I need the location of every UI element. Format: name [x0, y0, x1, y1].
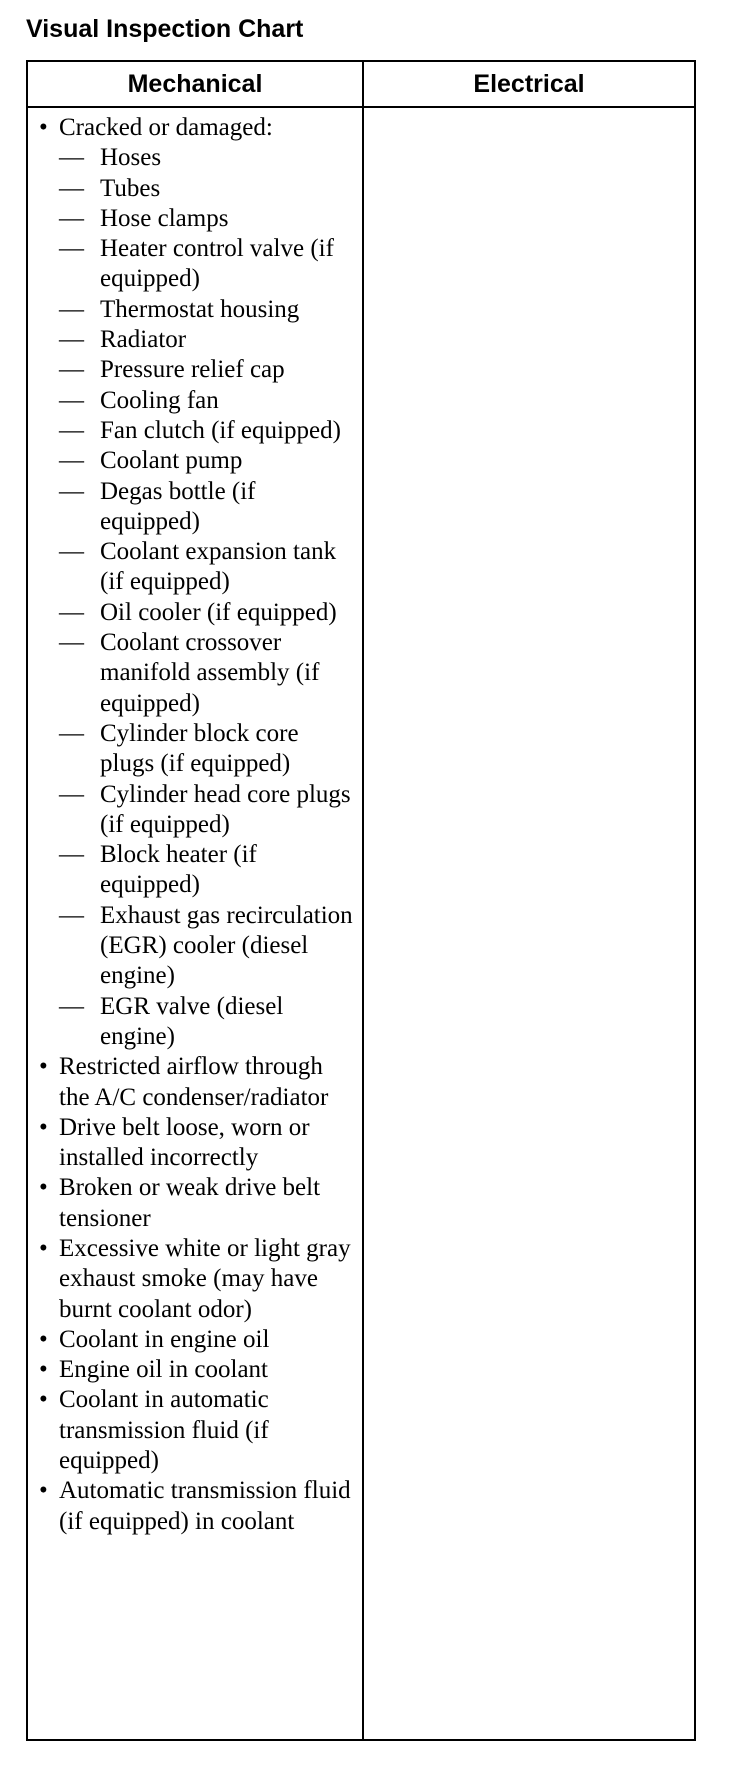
- dash-icon: —: [59, 386, 84, 414]
- dash-icon: —: [59, 144, 84, 172]
- dash-icon: —: [59, 295, 84, 323]
- dash-icon: —: [59, 447, 84, 475]
- mechanical-items-list: [36, 113, 358, 1537]
- mechanical-item-text: Automatic transmission fluid (if equipped) in coolant: [59, 1477, 351, 1535]
- column-header-mechanical: Mechanical: [127, 70, 263, 98]
- column-header-electrical: Electrical: [473, 70, 585, 98]
- sub-item: [59, 840, 358, 901]
- mechanical-item-text: Drive belt loose, worn or installed incorrectly: [59, 1113, 310, 1172]
- sub-item-text: EGR valve (diesel engine): [100, 992, 284, 1050]
- mechanical-item: [36, 113, 358, 1052]
- mechanical-item-text: Coolant in engine oil: [59, 1325, 270, 1353]
- sub-item: [59, 537, 358, 598]
- dash-icon: —: [59, 780, 84, 808]
- dash-icon: —: [59, 356, 84, 384]
- dash-icon: —: [59, 841, 84, 869]
- bullet-icon: •: [39, 1234, 48, 1262]
- dash-icon: —: [59, 235, 84, 263]
- mechanical-item: [36, 1113, 358, 1174]
- header-divider: [28, 106, 694, 108]
- sub-items-list: [59, 143, 358, 1052]
- dash-icon: —: [59, 538, 84, 566]
- chart-title: Visual Inspection Chart: [26, 15, 304, 43]
- bullet-icon: •: [39, 1174, 48, 1202]
- inspection-table: [26, 60, 696, 1741]
- sub-item: [59, 386, 358, 416]
- dash-icon: —: [59, 901, 84, 929]
- sub-item: [59, 234, 358, 295]
- mechanical-item-text: Engine oil in coolant: [59, 1356, 268, 1384]
- sub-item: [59, 325, 358, 355]
- bullet-icon: •: [39, 1477, 48, 1505]
- bullet-icon: •: [39, 1053, 48, 1081]
- mechanical-item: [36, 1234, 358, 1325]
- sub-item-text: Degas bottle (if equipped): [100, 477, 256, 535]
- sub-item-text: Thermostat housing: [100, 295, 300, 323]
- bullet-icon: •: [39, 1356, 48, 1384]
- sub-item-text: Coolant expansion tank (if equipped): [100, 538, 337, 596]
- sub-item: [59, 477, 358, 538]
- bullet-icon: •: [39, 1113, 48, 1141]
- dash-icon: —: [59, 326, 84, 354]
- dash-icon: —: [59, 719, 84, 747]
- sub-item-text: Cylinder block core plugs (if equipped): [100, 719, 299, 778]
- mechanical-item: [36, 1476, 358, 1537]
- sub-item: [59, 628, 358, 719]
- mechanical-item-text: Excessive white or light gray exhaust smoke (may have burnt coolant odor): [59, 1234, 351, 1323]
- sub-item-text: Cylinder head core plugs (if equipped): [100, 780, 351, 838]
- sub-item-text: Block heater (if equipped): [100, 841, 257, 899]
- sub-item-text: Radiator: [100, 326, 187, 354]
- mechanical-item-text: Restricted airflow through the A/C condenser/radiator: [59, 1053, 329, 1111]
- sub-item-text: Exhaust gas recirculation (EGR) cooler (diesel engine): [100, 901, 353, 990]
- mechanical-item-text: Broken or weak drive belt tensioner: [59, 1174, 321, 1232]
- sub-item-text: Coolant crossover manifold assembly (if equipped): [100, 629, 320, 717]
- sub-item-text: Oil cooler (if equipped): [100, 598, 337, 626]
- bullet-icon: •: [39, 1386, 48, 1414]
- bullet-icon: •: [39, 1325, 48, 1353]
- sub-item: [59, 295, 358, 325]
- bullet-icon: •: [39, 114, 48, 141]
- sub-item: [59, 992, 358, 1053]
- dash-icon: —: [59, 598, 84, 626]
- sub-item: [59, 355, 358, 385]
- mechanical-item: [36, 1325, 358, 1355]
- sub-item: [59, 174, 358, 204]
- sub-item-text: Tubes: [100, 174, 161, 202]
- mechanical-item-text: Coolant in automatic transmission fluid (if equipped): [59, 1386, 269, 1475]
- sub-item-text: Fan clutch (if equipped): [100, 416, 341, 444]
- mechanical-item: [36, 1355, 358, 1385]
- sub-item: [59, 780, 358, 841]
- sub-item: [59, 901, 358, 992]
- mechanical-item: [36, 1385, 358, 1476]
- mechanical-item: [36, 1173, 358, 1234]
- column-divider: [362, 62, 364, 1739]
- sub-item-text: Hoses: [100, 144, 162, 172]
- dash-icon: —: [59, 204, 84, 232]
- dash-icon: —: [59, 477, 84, 505]
- mechanical-item: [36, 1052, 358, 1113]
- sub-item-text: Heater control valve (if equipped): [100, 235, 334, 293]
- dash-icon: —: [59, 992, 84, 1020]
- dash-icon: —: [59, 174, 84, 202]
- sub-item: [59, 446, 358, 476]
- sub-item: [59, 204, 358, 234]
- sub-item-text: Cooling fan: [100, 386, 219, 414]
- sub-item: [59, 598, 358, 628]
- mechanical-item-text: Cracked or damaged:: [59, 114, 273, 141]
- dash-icon: —: [59, 629, 84, 657]
- sub-item-text: Pressure relief cap: [100, 356, 285, 384]
- sub-item: [59, 143, 358, 173]
- dash-icon: —: [59, 416, 84, 444]
- sub-item: [59, 416, 358, 446]
- sub-item-text: Coolant pump: [100, 447, 243, 475]
- sub-item: [59, 719, 358, 780]
- sub-item-text: Hose clamps: [100, 204, 229, 232]
